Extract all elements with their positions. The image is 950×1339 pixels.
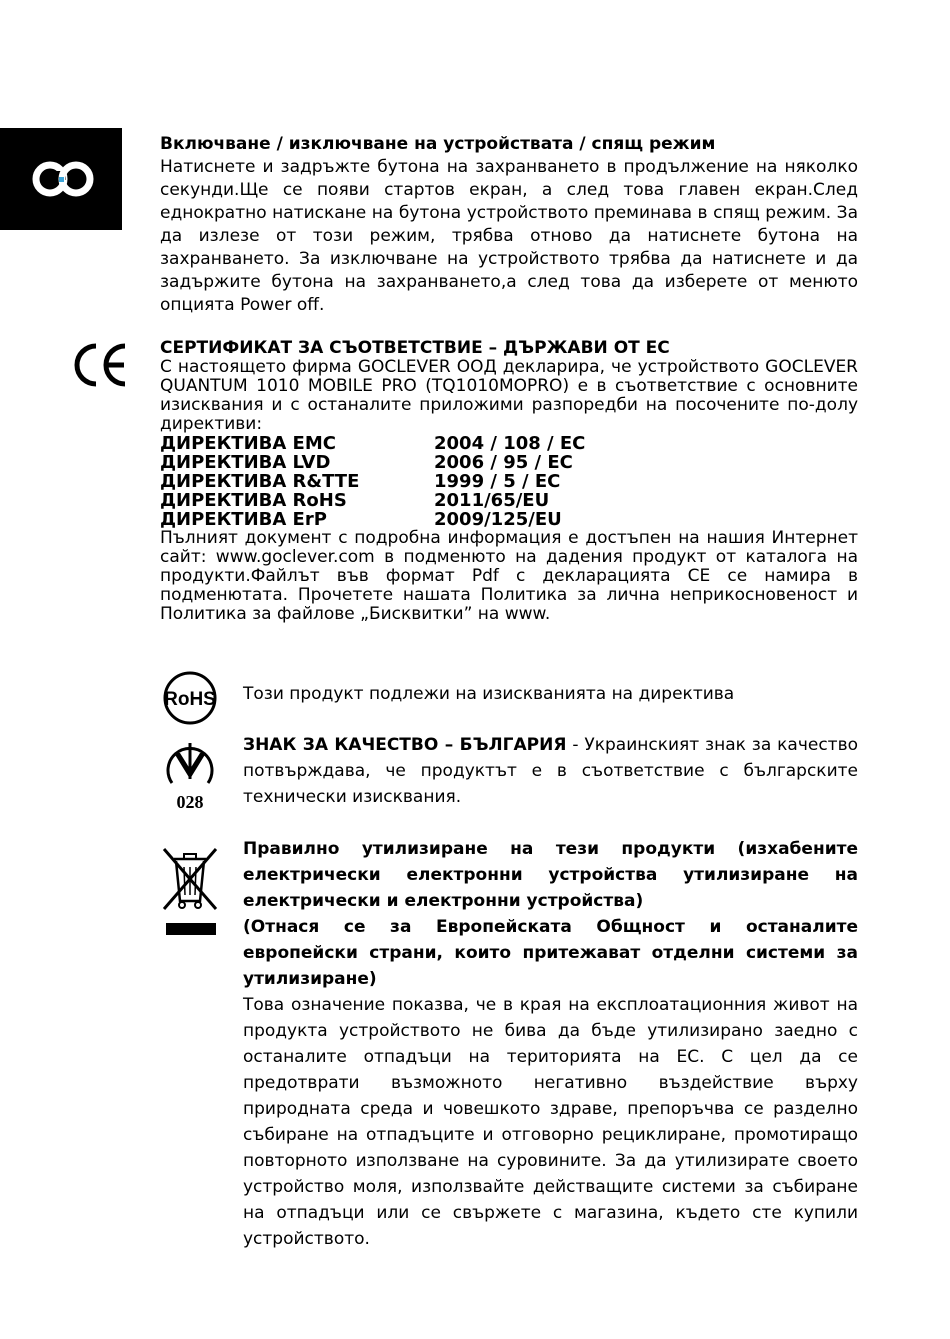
directive-name: ДИРЕКТИВА ErP — [160, 509, 327, 530]
directive-name: ДИРЕКТИВА RoHS — [160, 490, 347, 511]
directive-code: 2011/65/EU — [434, 490, 550, 511]
directive-row — [160, 453, 858, 472]
directive-row — [160, 434, 858, 453]
weee-body: Това означение показва, че в края на експлоатационния живот на продукта устройството не бива да бъде утилизирано заедно с останалите отпадъци на територията на ЕС. С цел да се предотврати възможното негативно въздействие върху природната среда и човешкото здраве, препоръчва се разделно събиране на отпадъците и отговорно рециклиране, промотиращо повторното използване на суровините. За да утилизирате своето устройство моля, използвайте действащите системи за събиране на отпадъци или се свържете с магазина, където сте купили устройството. — [243, 995, 858, 1249]
quality-paragraph — [243, 732, 858, 810]
power-title: Включване / изключване на устройствата / спящ режим — [160, 134, 716, 154]
brand-logo — [0, 128, 122, 230]
certificate-outro: Пълният документ с подробна информация е достъпен на нашия Интернет сайт: www.goclever.com в подменюто на дадения продукт от каталога на продукти.Файлът във формат Pdf с декларацията CE се намира в подменютата. Прочетете нашата Политика за лична неприкосновеност и Политика за файлове „Бисквитки” на www. — [160, 528, 858, 624]
goclever-logo-icon — [0, 128, 122, 230]
ce-mark-icon — [72, 343, 128, 387]
certificate-title: СЕРТИФИКАТ ЗА СЪОТВЕТСТВИЕ – ДЪРЖАВИ ОТ ЕС — [160, 338, 670, 358]
certificate-intro: С настоящето фирма GOCLEVER ООД декларира, че устройството GOCLEVER QUANTUM 1010 MOBILE PRO (TQ1010MOPRO) е в съответствие с основните изисквания и с останалите приложими разпоредби на посочените по-долу директиви: — [160, 357, 858, 434]
quality-icon-label: 028 — [176, 792, 204, 812]
quality-section — [243, 732, 858, 810]
rohs-icon — [162, 670, 218, 726]
directive-name: ДИРЕКТИВА LVD — [160, 452, 331, 473]
directive-row — [160, 510, 858, 529]
quality-mark-icon — [162, 735, 218, 815]
directive-list — [160, 434, 858, 529]
quality-title: ЗНАК ЗА КАЧЕСТВО – БЪЛГАРИЯ — [243, 735, 567, 755]
weee-subtitle: (Отнася се за Европейската Общност и останалите европейски страни, които притежават отделни системи за утилизиране) — [243, 917, 858, 989]
directive-row — [160, 472, 858, 491]
weee-section — [243, 836, 858, 1252]
quality-text: - Украинският знак за качество потвърждава, че продуктът е в съответствие с българските технически изисквания. — [243, 735, 858, 807]
directive-code: 2006 / 95 / EC — [434, 452, 573, 473]
rohs-section — [243, 681, 858, 707]
weee-title: Правилно утилизиране на тези продукти (изхабените електрически електронни устройства утилизиране на електрически и електронни устройства) — [243, 839, 858, 911]
directive-code: 2009/125/EU — [434, 509, 562, 530]
rohs-icon-label: RoHS — [164, 689, 216, 710]
power-section — [160, 133, 858, 317]
certificate-section — [160, 339, 858, 624]
power-body: Натиснете и задръжте бутона на захранването в продължение на няколко секунди.Ще се появи стартов екран, а след това главен екран.След еднократно натискане на бутона устройството преминава в спящ режим. За да излезе от този режим, трябва отново да натиснете бутона на захранването. За изключване на устройството трябва да натиснете и да задържите бутона на захранването,а след това да изберете от менюто опцията Power off. — [160, 157, 858, 315]
directive-name: ДИРЕКТИВА R&TTE — [160, 471, 360, 492]
directive-code: 1999 / 5 / EC — [434, 471, 561, 492]
directive-code: 2004 / 108 / EC — [434, 433, 586, 454]
crossed-bin-icon — [160, 845, 220, 940]
rohs-text: Този продукт подлежи на изискванията на директива — [243, 684, 735, 704]
directive-name: ДИРЕКТИВА EMC — [160, 433, 336, 454]
directive-row — [160, 491, 858, 510]
